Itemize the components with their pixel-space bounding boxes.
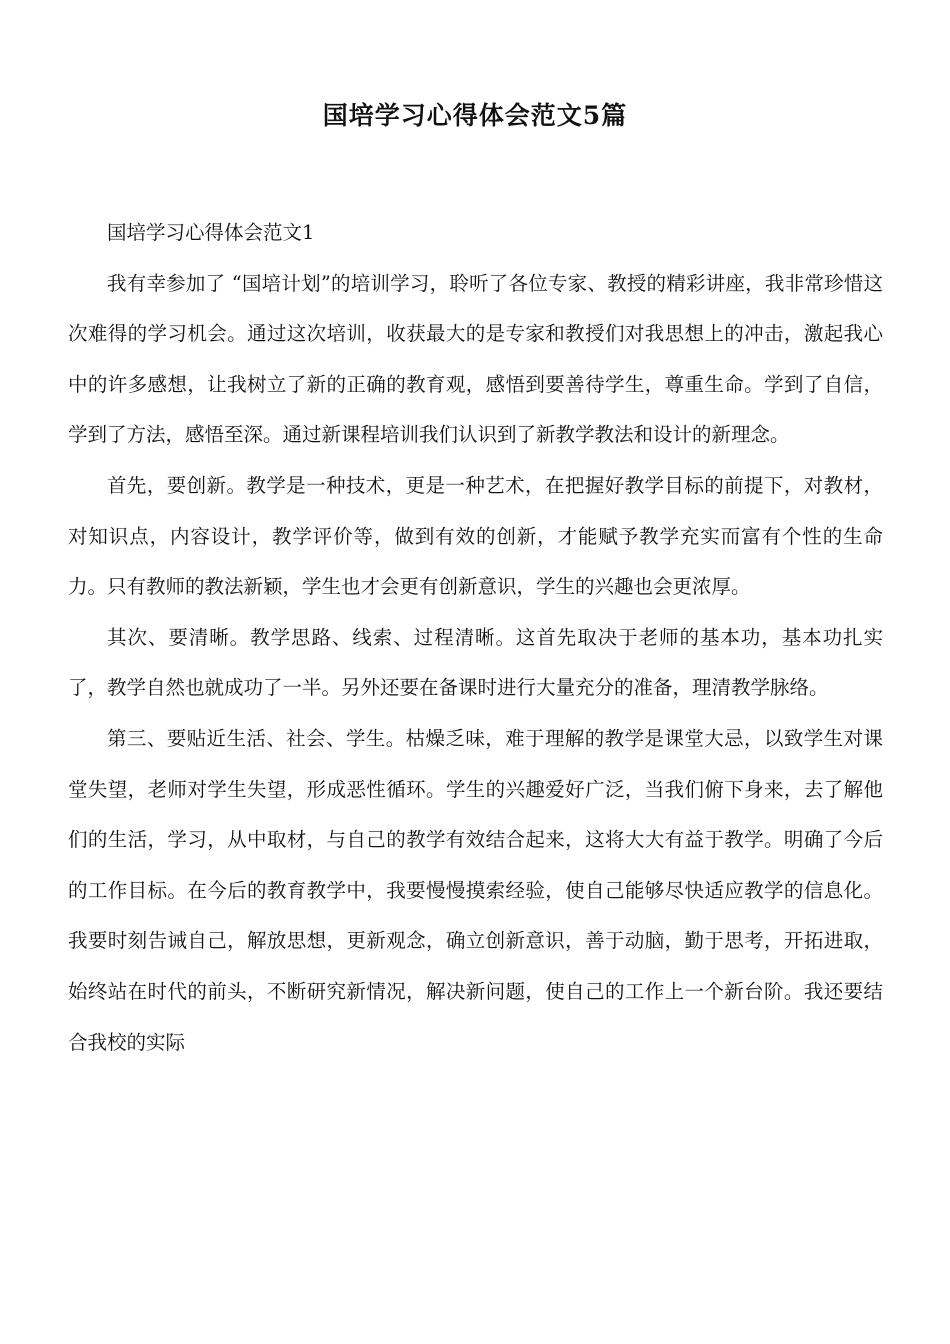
paragraph-3: 其次、要清晰。教学思路、线索、过程清晰。这首先取决于老师的基本功，基本功扎实了，教学自然也就成功了一半。另外还要在备课时进行大量充分的准备，理清教学脉络。: [68, 625, 883, 700]
document-title: 国培学习心得体会范文5篇: [322, 101, 628, 130]
paragraph-2: 首先，要创新。教学是一种技术，更是一种艺术，在把握好教学目标的前提下，对教材，对知识点，内容设计，教学评价等，做到有效的创新，才能赋予教学充实而富有个性的生命力。只有教师的教法新颖，学生也才会更有创新意识，学生的兴趣也会更浓厚。: [68, 473, 883, 599]
section-heading: 国培学习心得体会范文1: [107, 221, 315, 244]
paragraph-1: 我有幸参加了 “国培计划”的培训学习，聆听了各位专家、教授的精彩讲座，我非常珍惜这次难得的学习机会。通过这次培训，收获最大的是专家和教授们对我思想上的冲击，激起我心中的许多感想，让我树立了新的正确的教育观，感悟到要善待学生，尊重生命。学到了自信，学到了方法，感悟至深。通过新课程培训我们认识到了新教学教法和设计的新理念。: [68, 271, 883, 447]
document-body: [68, 208, 883, 1068]
paragraph-4: 第三、要贴近生活、社会、学生。枯燥乏味，难于理解的教学是课堂大忌，以致学生对课堂失望，老师对学生失望，形成恶性循环。学生的兴趣爱好广泛，当我们俯下身来，去了解他们的生活，学习，从中取材，与自己的教学有效结合起来，这将大大有益于教学。明确了今后的工作目标。在今后的教育教学中，我要慢慢摸索经验，使自己能够尽快适应教学的信息化。我要时刻告诫自己，解放思想，更新观念，确立创新意识，善于动脑，勤于思考，开拓进取，始终站在时代的前头，不断研究新情况，解决新问题，使自己的工作上一个新台阶。我还要结合我校的实际: [68, 726, 883, 1054]
